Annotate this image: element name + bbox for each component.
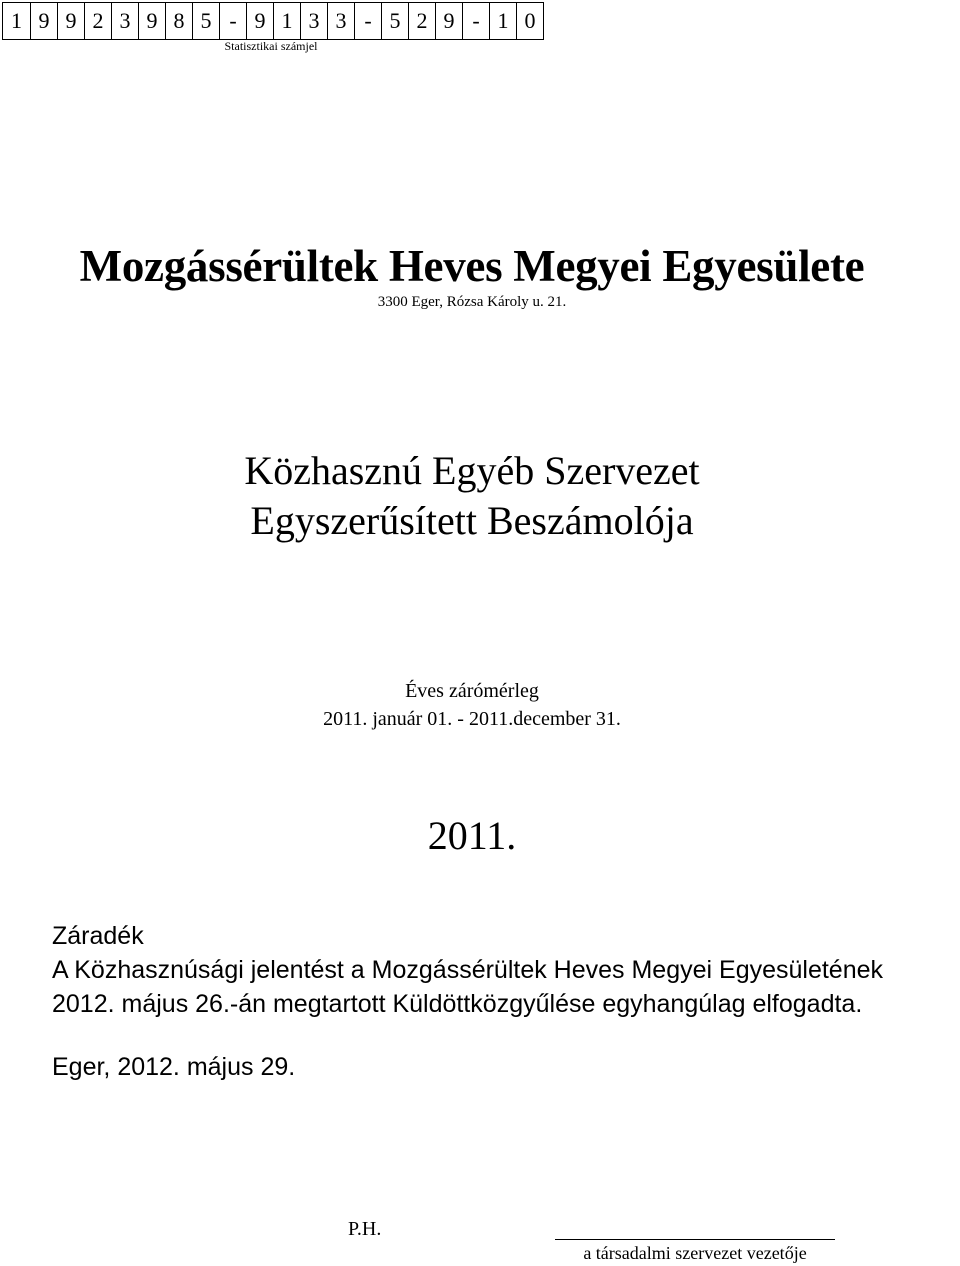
stat-number-cell: 1	[273, 3, 300, 39]
clause-heading: Záradék	[52, 922, 144, 950]
clause-line1: A Közhasznúsági jelentést a Mozgássérültek Heves Megyei Egyesületének	[52, 956, 884, 984]
organization-address: 3300 Eger, Rózsa Károly u. 21.	[377, 294, 567, 310]
report-title-line2: Egyszerűsített Beszámolója	[250, 498, 694, 543]
stat-number-cell: 9	[246, 3, 273, 39]
stat-number-cell: 5	[381, 3, 408, 39]
stat-number-cell: 1	[11, 8, 22, 33]
stat-number-cell: 9	[138, 3, 165, 39]
stat-number-cell: 9	[57, 3, 84, 39]
place-date: Eger, 2012. május 29.	[52, 1053, 296, 1081]
statistical-number-grid	[2, 2, 544, 40]
stat-number-cell: 0	[516, 3, 543, 39]
stat-number-cell: 1	[489, 3, 516, 39]
stat-number-cell: -	[462, 3, 489, 39]
balance-label: Éves zárómérleg	[405, 680, 539, 702]
statistical-number-label: Statisztikai számjel	[224, 39, 318, 53]
stat-number-cell: 3	[300, 3, 327, 39]
report-title-line1: Közhasznú Egyéb Szervezet	[244, 448, 700, 493]
report-title	[0, 446, 944, 546]
stat-number-cell: 2	[408, 3, 435, 39]
stat-number-cell: 2	[84, 3, 111, 39]
stat-number-cell: 3	[111, 3, 138, 39]
stat-number-cell: 9	[30, 3, 57, 39]
signature-label: a társadalmi szervezet vezetője	[583, 1243, 807, 1263]
organization-name: Mozgássérültek Heves Megyei Egyesülete	[79, 241, 865, 291]
balance-period: 2011. január 01. - 2011.december 31.	[323, 708, 621, 730]
stamp-placeholder: P.H.	[348, 1218, 382, 1240]
stat-number-cell: 5	[192, 3, 219, 39]
stat-number-cell: -	[354, 3, 381, 39]
stat-number-cell: 9	[435, 3, 462, 39]
clause-section	[52, 919, 883, 1021]
stat-number-cell: 8	[165, 3, 192, 39]
signature-line	[555, 1239, 835, 1240]
clause-line2: 2012. május 26.-án megtartott Küldöttközgyűlése egyhangúlag elfogadta.	[52, 990, 863, 1018]
stat-number-cell: -	[219, 3, 246, 39]
stat-number-cell: 3	[327, 3, 354, 39]
report-year: 2011.	[427, 813, 517, 858]
